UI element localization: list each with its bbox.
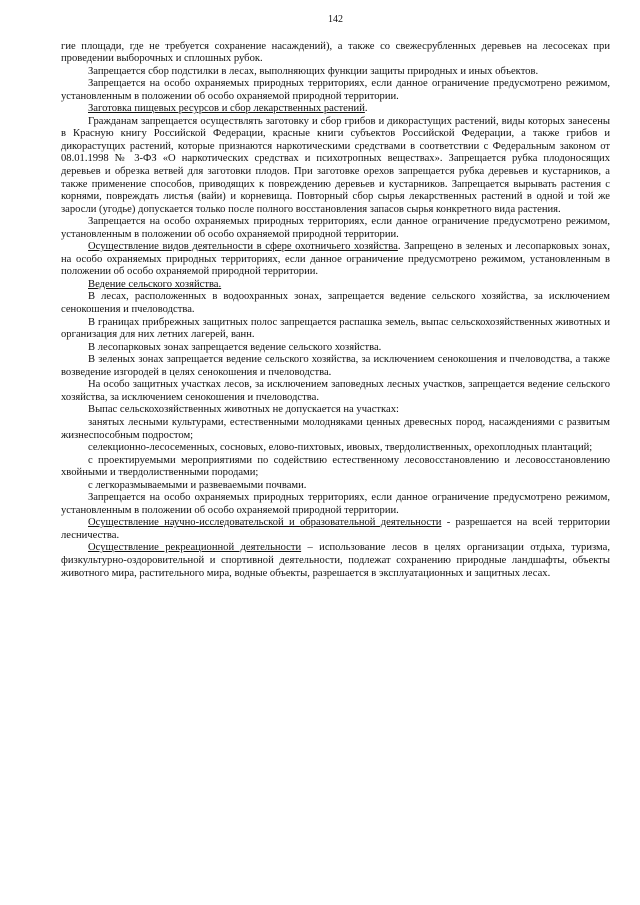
page-number: 142: [328, 14, 343, 25]
paragraph-5: Гражданам запрещается осуществлять заготовку и сбор грибов и дикорастущих растений, виды которых занесены в Красную книгу Российской Федерации, красные книги субъектов Российской Федерации, а также грибов и дикорастущих растений, которые признаются наркотическими средствами в соответствии с Федеральным законом от 08.01.1998 № 3-ФЗ «О наркотических средствах и психотропных веществах». Запрещается рубка плодоносящих деревьев и обрезка ветвей для заготовки плодов. При заготовке орехов запрещается рубка деревьев и кустарников, а также применение способов, приводящих к повреждению деревьев и кустарников. Запрещается вырывать растения с корнями, повреждать листья (вайи) и корневища. Повторный сбор сырья лекарственных растений в одной и той же заросли (угодье) допускается только после полного восстановления запасов сырья конкретного вида растения.: [61, 115, 610, 215]
section-heading-research: Осуществление научно-исследовательской и образовательной деятельности - разрешается на всей территории лесничества.: [61, 517, 610, 541]
section-heading-recreation: Осуществление рекреационной деятельности – использование лесов в целях организации отдыха, туризма, физкультурно-оздоровительной и спортивной деятельности, подлежат сохранению природные ландшафты, объекты животного мира, растительного мира, водные объекты, разрешается в эксплуатационных и защитных лесах.: [61, 542, 611, 579]
paragraph-3: Запрещается на особо охраняемых природных территориях, если данное ограничение предусмотрено режимом, установленным в положении об особо охраняемой природной территории.: [61, 78, 610, 102]
paragraph-1: гие площади, где не требуется сохранение насаждений), а также со свежесрубленных деревьев на лесосеках при проведении выборочных и сплошных рубок.: [61, 40, 610, 65]
paragraph-11: В лесопарковых зонах запрещается ведение сельского хозяйства.: [88, 341, 382, 353]
list-item-2: селекционно-лесосеменных, сосновых, елово-пихтовых, ивовых, твердолиственных, орехоплодных плантаций;: [88, 442, 593, 454]
paragraph-9: В лесах, расположенных в водоохранных зонах, запрещается ведение сельского хозяйства, за исключением сенокошения и пчеловодства.: [61, 291, 610, 316]
list-item-4: с легкоразмываемыми и развеваемыми почвами.: [88, 479, 307, 491]
paragraph-12: В зеленых зонах запрещается ведение сельского хозяйства, за исключением сенокошения и пчеловодства, а также возведение изгородей в целях сенокошения и пчеловодства.: [61, 354, 610, 378]
paragraph-14: Выпас сельскохозяйственных животных не допускается на участках:: [88, 404, 399, 416]
section-heading-hunting: Осуществление видов деятельности в сфере охотничьего хозяйства. Запрещено в зеленых и лесопарковых зонах, на особо охраняемых природных территориях, если данное ограничение предусмотрено режимом, установленным в положении об особо охраняемой природной территории.: [61, 241, 610, 278]
section-heading-agriculture: Ведение сельского хозяйства.: [88, 278, 222, 290]
paragraph-6: Запрещается на особо охраняемых природных территориях, если данное ограничение предусмотрено режимом, установленным в положении об особо охраняемой природной территории.: [61, 216, 610, 240]
section-heading-food-resources: Заготовка пищевых ресурсов и сбор лекарственных растений.: [88, 103, 368, 115]
paragraph-19: Запрещается на особо охраняемых природных территориях, если данное ограничение предусмотрено режимом, установленным в положении об особо охраняемой природной территории.: [61, 492, 610, 516]
paragraph-2: Запрещается сбор подстилки в лесах, выполняющих функции защиты природных и иных объектов.: [88, 65, 539, 77]
list-item-1: занятых лесными культурами, естественными молодняками ценных древесных пород, насаждениями с развитым жизнеспособным подростом;: [61, 416, 610, 441]
paragraph-13: На особо защитных участках лесов, за исключением заповедных лесных участков, запрещается ведение сельского хозяйства, за исключением сенокошения и пчеловодства.: [61, 379, 610, 403]
paragraph-10: В границах прибрежных защитных полос запрещается распашка земель, выпас сельскохозяйственных животных и организация для них летних лагерей, ванн.: [61, 316, 610, 341]
list-item-3: с проектируемыми мероприятиями по содействию естественному лесовосстановлению и лесовосстановлению хвойными и твердолиственными породами;: [61, 454, 610, 479]
